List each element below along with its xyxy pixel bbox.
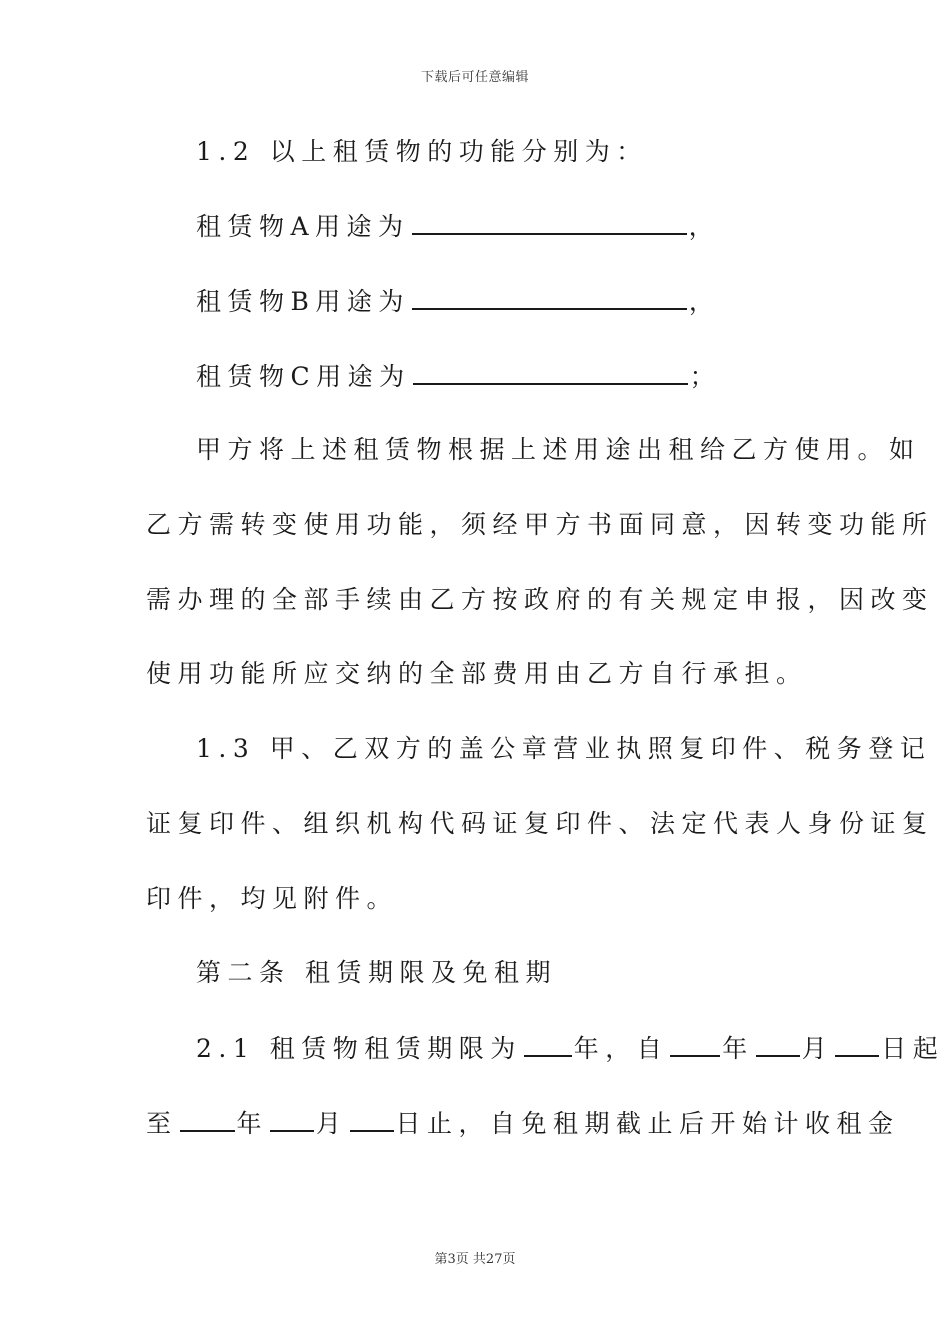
clause-2-1 (196, 1033, 945, 1064)
blank-field (413, 361, 688, 385)
usage-line-c (196, 361, 856, 392)
usage-label-b: 租赁物B用途为 (196, 287, 410, 316)
paragraph-line: 证复印件、组织机构代码证复印件、法定代表人身份证复 (146, 809, 934, 838)
blank-field (270, 1108, 314, 1132)
clause-1-3: 1.3 甲、乙双方的盖公章营业执照复印件、税务登记 (196, 734, 932, 763)
clause-text: 月 (801, 1034, 834, 1063)
blank-field (412, 211, 687, 235)
blank-field (670, 1033, 720, 1057)
usage-label-a: 租赁物A用途为 (196, 212, 410, 241)
clause-text: 日起 (881, 1034, 945, 1063)
blank-field (756, 1033, 800, 1057)
page-footer: 第3页 共27页 (434, 1252, 516, 1267)
paragraph-line: 使用功能所应交纳的全部费用由乙方自行承担。 (146, 659, 808, 688)
clause-text: 年，自 (573, 1034, 669, 1063)
paragraph-line: 印件，均见附件。 (146, 884, 399, 913)
clause-text: 2.1 租赁物租赁期限为 (196, 1034, 522, 1063)
clause-text: 日止，自免租期截止后开始计收租金 (395, 1109, 900, 1138)
blank-field (524, 1033, 572, 1057)
blank-field (835, 1033, 879, 1057)
usage-line-b (196, 286, 856, 317)
usage-line-a (196, 211, 856, 242)
clause-text: 月 (316, 1109, 348, 1138)
paragraph-line: 甲方将上述租赁物根据上述用途出租给乙方使用。如 (196, 435, 921, 464)
usage-punct-b: ， (688, 287, 721, 316)
clause-2-1-cont (146, 1108, 900, 1139)
clause-text: 至 (146, 1109, 178, 1138)
article-2-heading: 第二条 租赁期限及免租期 (196, 958, 557, 987)
page-header: 下载后可任意编辑 (420, 70, 529, 85)
usage-label-c: 租赁物C用途为 (196, 362, 411, 391)
paragraph-line: 乙方需转变使用功能，须经甲方书面同意，因转变功能所 (146, 510, 934, 539)
blank-field (180, 1108, 235, 1132)
paragraph-line: 需办理的全部手续由乙方按政府的有关规定申报，因改变 (146, 585, 934, 614)
blank-field (350, 1108, 394, 1132)
clause-1-2: 1.2 以上租赁物的功能分别为： (196, 137, 648, 166)
clause-text: 年 (236, 1109, 269, 1138)
blank-field (412, 286, 687, 310)
clause-text: 年 (722, 1034, 754, 1063)
usage-punct-c: ； (689, 362, 722, 391)
usage-punct-a: ， (688, 212, 721, 241)
